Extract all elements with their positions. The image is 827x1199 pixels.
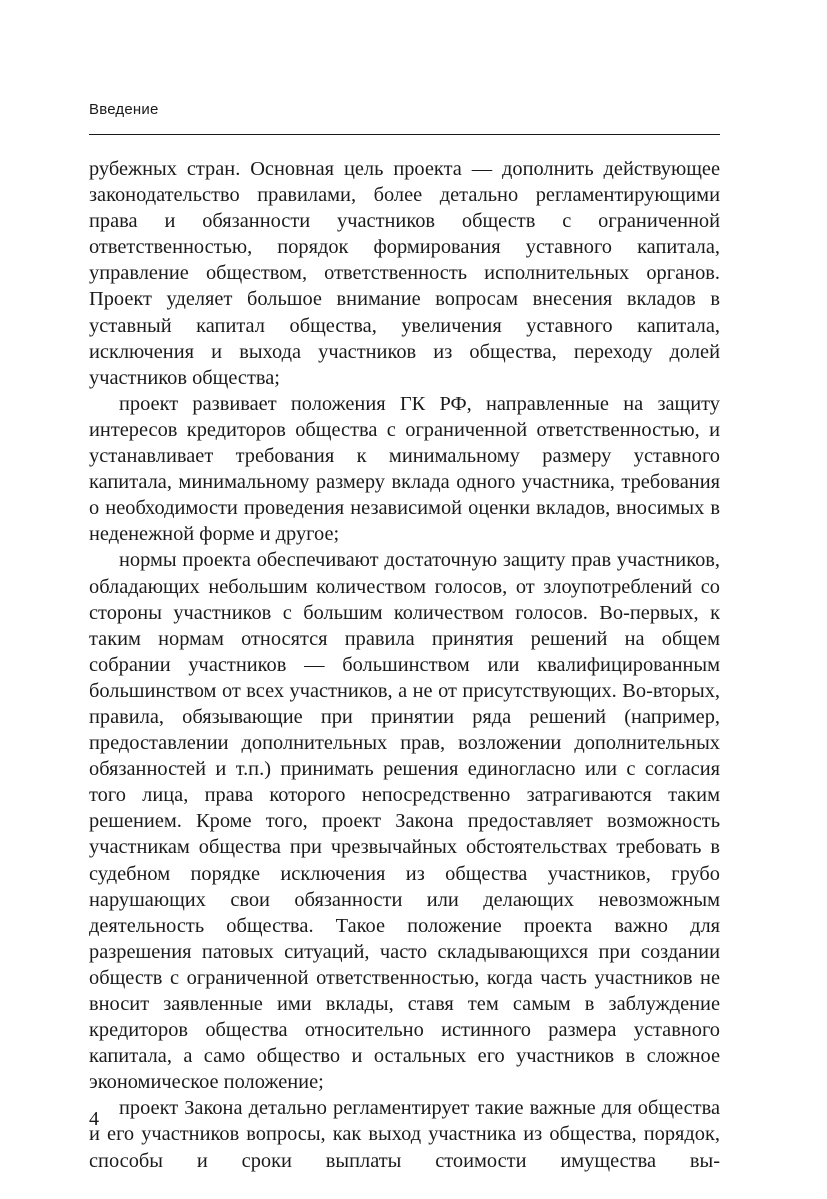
paragraph-2: проект развивает положения ГК РФ, направленные на защиту интересов кредиторов общества с ограниченной ответственностью, и устанавливает требования к минимальному размеру уставного капитала, минимальному размеру вклада одного участника, требования о необходимости проведения независимой оценки вкладов, вносимых в неденежной форме и другое; xyxy=(89,392,720,546)
header-divider xyxy=(89,134,720,135)
running-head: Введение xyxy=(89,101,159,118)
page-number: 4 xyxy=(89,1108,99,1130)
paragraph-1: рубежных стран. Основная цель проекта — дополнить действующее законодательство правилами, более детально регламентирующими права и обязанности участников обществ с ограниченной ответственностью, порядок формирования уставного капитала, управление обществом, ответственность исполнительных органов. Проект уделяет большое внимание вопросам внесения вкладов в уставный капитал общества, увеличения уставного капитала, исключения и выхода участников из общества, переходу долей участников общества; xyxy=(89,158,720,389)
paragraph-3: нормы проекта обеспечивают достаточную защиту прав участников, обладающих небольшим количеством голосов, от злоупотреблений со стороны участников с большим количеством голосов. Во-первых, к таким нормам относятся правила принятия решений на общем собрании участников — большинством или квалифицированным большинством от всех участников, а не от присутствующих. Во-вторых, правила, обязывающие при принятии ряда решений (например, предоставлении дополнительных прав, возложении дополнительных обязанностей и т.п.) принимать решения единогласно или с согласия того лица, права которого непосредственно затрагиваются таким решением. Кроме того, проект Закона предоставляет возможность участникам общества при чрезвычайных обстоятельствах требовать в судебном порядке исключения из общества участников, грубо нарушающих свои обязанности или делающих невозможным деятельность общества. Такое положение проекта важно для разрешения патовых ситуаций, часто складывающихся при создании обществ с ограниченной ответственностью, когда часть участников не вносит заявленные ими вклады, ставя тем самым в заблуждение кредиторов общества относительно истинного размера уставного капитала, а само общество и остальных его участников в сложное экономическое положение; xyxy=(89,549,720,1094)
text-body xyxy=(89,156,720,1174)
paragraph-4: проект Закона детально регламентирует такие важные для общества и его участников вопросы, как выход участника из общества, порядок, способы и сроки выплаты стоимости имущества вы- xyxy=(89,1097,720,1172)
